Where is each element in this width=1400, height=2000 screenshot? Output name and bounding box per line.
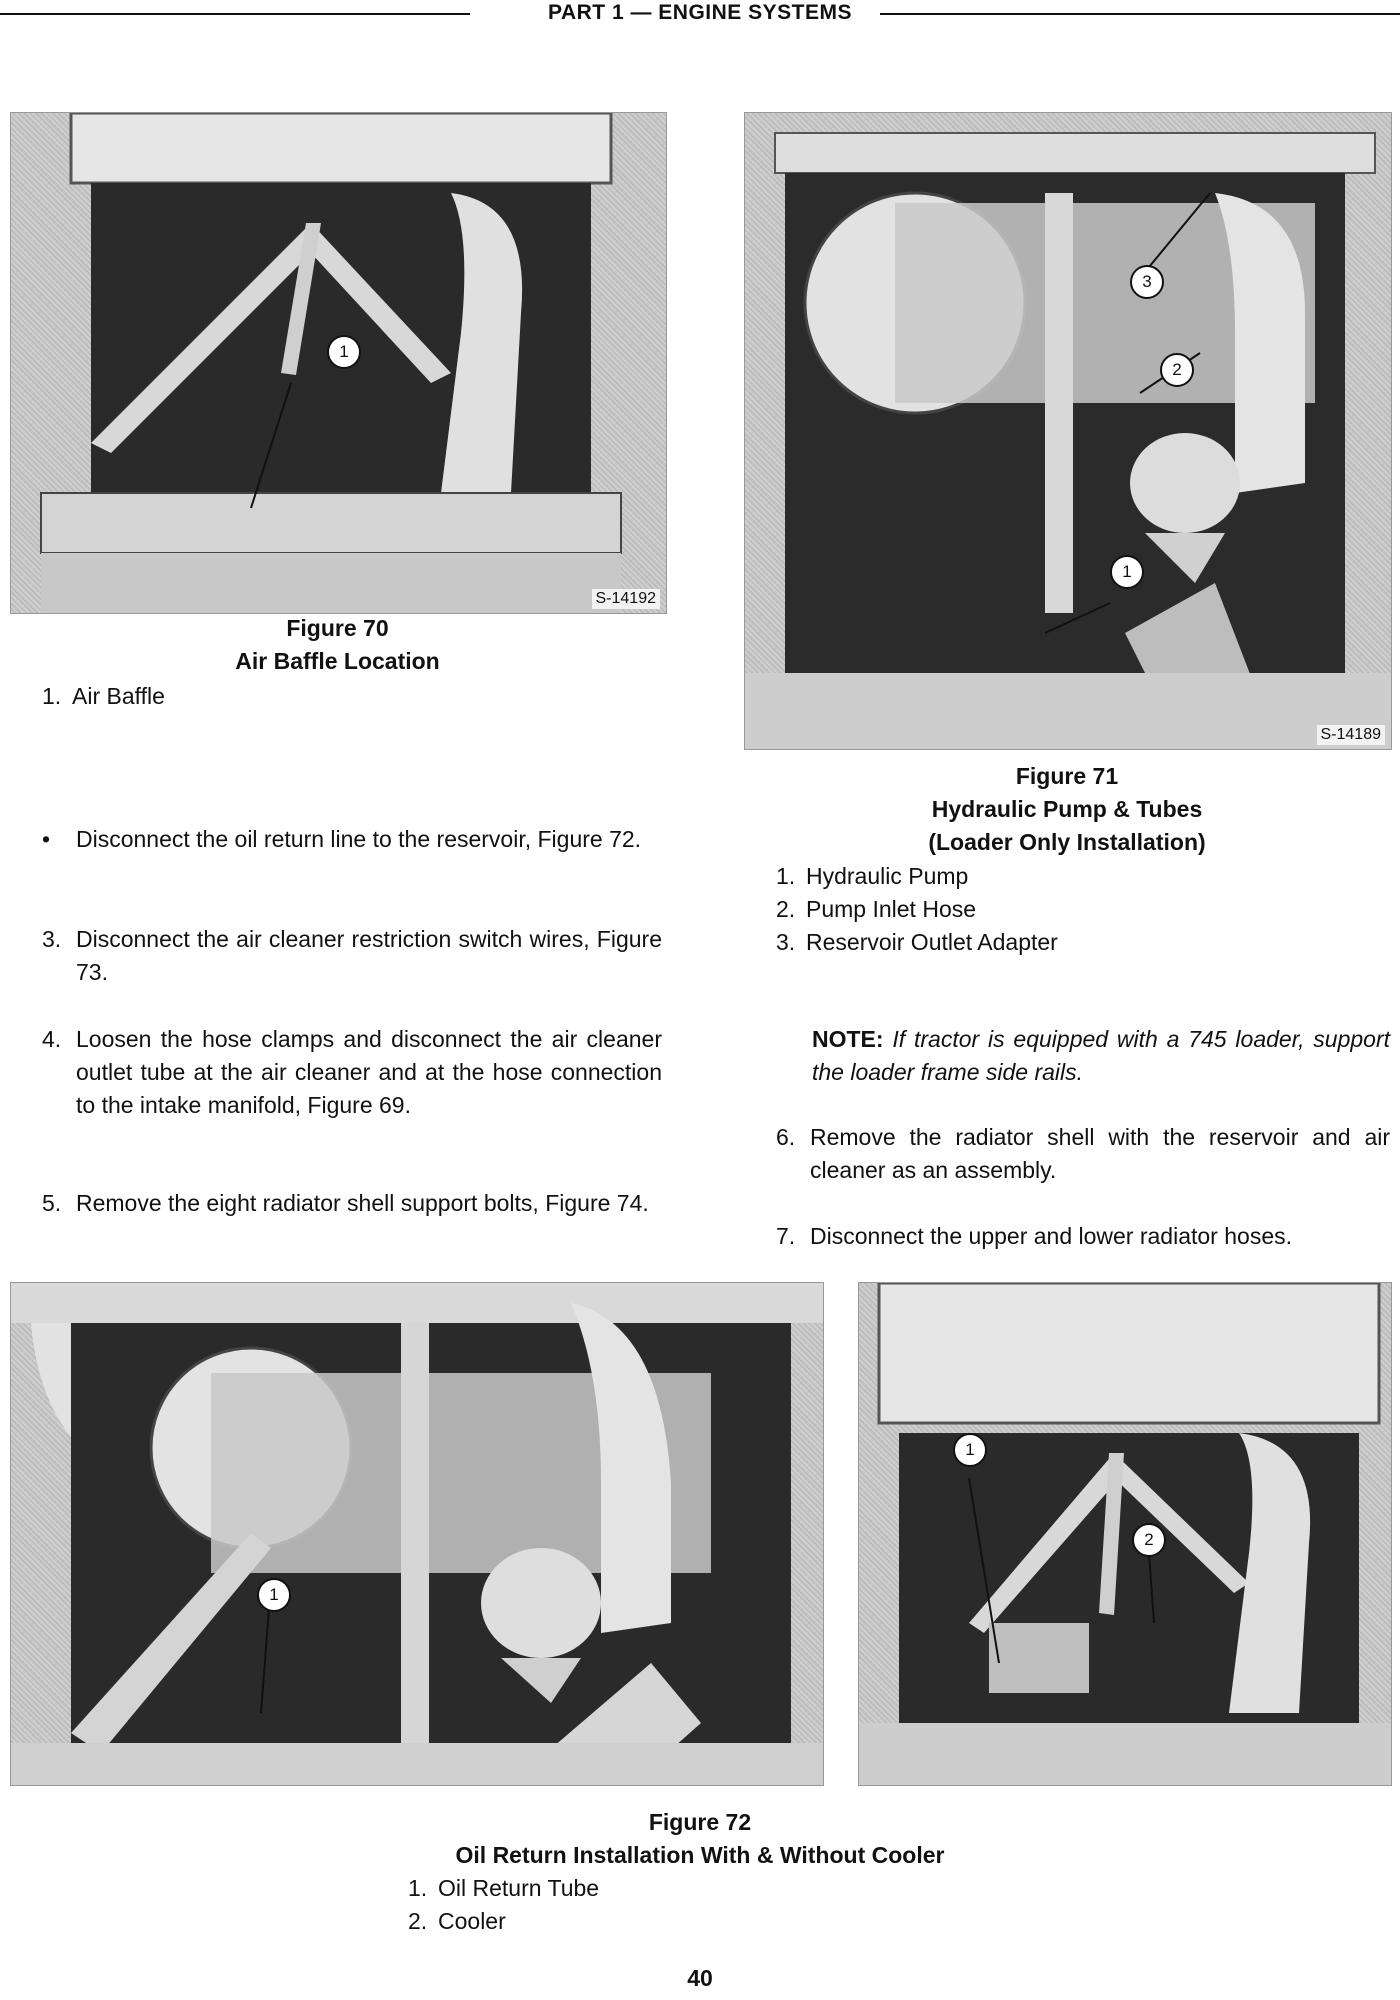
figure-72-photo-with-cooler xyxy=(10,1282,824,1786)
figure-71-photo xyxy=(744,112,1392,750)
oil-return-cooler-photo-illustration xyxy=(11,1283,823,1785)
callout-2: 2 xyxy=(1132,1523,1166,1557)
callout-1: 1 xyxy=(953,1433,987,1467)
callout-1: 1 xyxy=(327,335,361,369)
legend-item: 2. Cooler xyxy=(408,1908,506,1934)
figure-72-photo-without-cooler xyxy=(858,1282,1392,1786)
note-text: If tractor is equipped with a 745 loader, support the loader frame side rails. xyxy=(812,1026,1391,1085)
page-header xyxy=(0,0,1400,34)
step-7: 7. Disconnect the upper and lower radiator hoses. xyxy=(776,1223,1293,1249)
figure-number: Figure 70 xyxy=(286,615,389,641)
figure-title-line1: Hydraulic Pump & Tubes xyxy=(931,796,1203,822)
callout-3: 3 xyxy=(1130,265,1164,299)
step-5: 5. Remove the eight radiator shell support bolts, Figure 74. xyxy=(42,1190,649,1216)
figure-70-photo xyxy=(10,112,667,614)
oil-return-no-cooler-photo-illustration xyxy=(859,1283,1391,1785)
step-4: 4. Loosen the hose clamps and disconnect the air cleaner outlet tube at the air cleaner and at the hose connection to the intake manifold, Figure 69. xyxy=(42,1026,662,1118)
figure-title: Air Baffle Location xyxy=(235,648,440,674)
callout-1: 1 xyxy=(257,1578,291,1612)
legend-item: 1. Oil Return Tube xyxy=(408,1875,600,1901)
hydraulic-pump-photo-illustration xyxy=(745,113,1391,749)
step-3: 3. Disconnect the air cleaner restriction switch wires, Figure 73. xyxy=(42,926,662,985)
step-6: 6. Remove the radiator shell with the reservoir and air cleaner as an assembly. xyxy=(776,1124,1390,1183)
callout-1: 1 xyxy=(1110,555,1144,589)
figure-70-caption xyxy=(10,612,665,678)
figure-title-line2: (Loader Only Installation) xyxy=(928,829,1206,855)
figure-72-caption xyxy=(10,1806,1390,1872)
figure-71-legend xyxy=(776,860,1058,959)
figure-71-caption xyxy=(744,760,1390,859)
legend-item: 1. Hydraulic Pump xyxy=(776,863,969,889)
callout-2: 2 xyxy=(1160,353,1194,387)
legend-item: 3. Reservoir Outlet Adapter xyxy=(776,929,1058,955)
step-bullet: • Disconnect the oil return line to the reservoir, Figure 72. xyxy=(42,826,642,852)
photo-code: S-14189 xyxy=(1317,725,1386,745)
legend-item: 1. Air Baffle xyxy=(42,683,165,709)
loader-note xyxy=(812,1023,1390,1089)
photo-code: S-14192 xyxy=(592,589,661,609)
figure-number: Figure 71 xyxy=(1015,763,1119,789)
figure-72-legend xyxy=(408,1872,599,1938)
figure-title: Oil Return Installation With & Without Cooler xyxy=(455,1842,945,1868)
figure-number: Figure 72 xyxy=(648,1809,752,1835)
note-label: NOTE: xyxy=(812,1026,884,1052)
page-number: 40 xyxy=(687,1965,713,1991)
header-title: PART 1 — ENGINE SYSTEMS xyxy=(544,1,856,24)
figure-70-legend xyxy=(42,680,165,713)
legend-item: 2. Pump Inlet Hose xyxy=(776,896,977,922)
